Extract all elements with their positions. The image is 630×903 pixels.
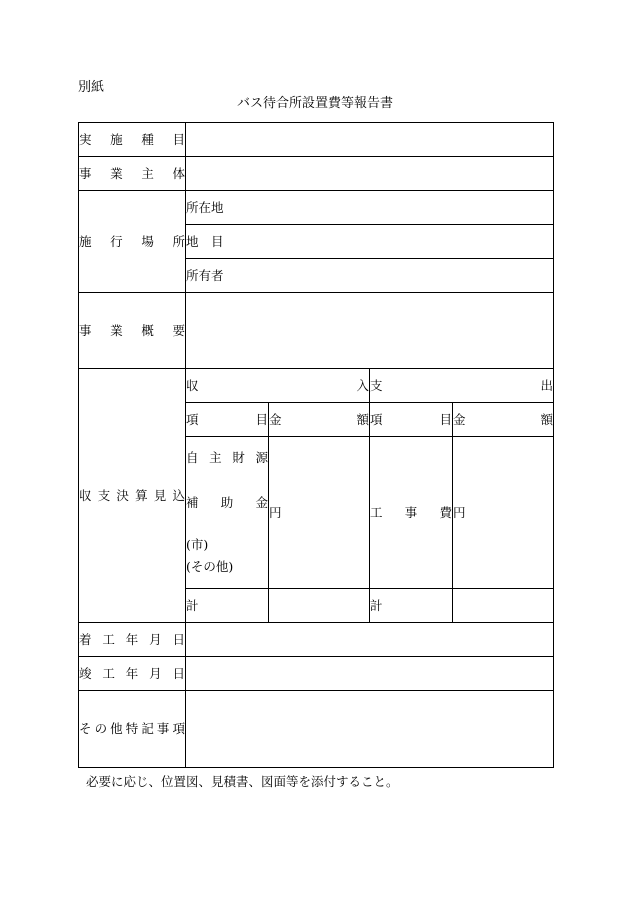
income-total-label: 計 — [186, 589, 269, 623]
row-project-owner — [79, 157, 554, 191]
label-char: 竣 — [79, 665, 92, 681]
start-date-value — [186, 623, 554, 657]
label-char: 項 — [172, 721, 185, 736]
label-char: 施 — [110, 131, 123, 147]
project-owner-label-text — [79, 165, 185, 183]
label-char: 業 — [110, 322, 123, 338]
project-summary-label-text — [79, 322, 185, 340]
row-project-summary — [79, 293, 554, 369]
project-summary-value — [186, 293, 554, 369]
row-completion-date — [79, 657, 554, 691]
income-amount-cell — [269, 437, 370, 589]
site-owner-field: 所有者 — [186, 259, 554, 293]
expense-amount-header — [453, 403, 554, 437]
label-char: 日 — [172, 631, 185, 647]
label-char: 他 — [110, 721, 123, 736]
label-char: 目 — [439, 411, 452, 427]
income-yen-unit: 円 — [269, 504, 282, 520]
label-char: 要 — [172, 322, 185, 338]
label-char: 着 — [79, 631, 92, 647]
label-char: 目 — [255, 411, 268, 427]
expense-item-construction — [370, 503, 452, 523]
label-char: 自 — [186, 450, 199, 465]
project-owner-label — [79, 157, 186, 191]
site-location-field: 所在地 — [186, 191, 554, 225]
completion-date-label — [79, 657, 186, 691]
label-char: 見 — [153, 487, 167, 503]
label-char: 金 — [255, 495, 268, 510]
income-items-cell — [186, 437, 269, 589]
label-char: 月 — [149, 665, 162, 681]
label-char: 記 — [141, 721, 154, 736]
label-char: 支 — [97, 487, 111, 503]
label-char: 行 — [110, 233, 123, 249]
label-char: そ — [79, 721, 92, 736]
budget-label-text — [79, 487, 185, 505]
label-char: 年 — [125, 631, 139, 647]
other-notes-value — [186, 691, 554, 768]
row-budget-headers — [79, 369, 554, 403]
income-item-city: (市) — [186, 537, 209, 552]
label-char: 込 — [172, 487, 185, 503]
label-char: 目 — [172, 131, 185, 147]
label-char: 収 — [79, 487, 92, 503]
other-notes-label-text — [79, 720, 185, 738]
label-char: 金 — [269, 411, 282, 427]
attachment-instruction-note: 必要に応じ、位置図、見積書、図面等を添付すること。 — [86, 774, 399, 789]
income-item-other: (その他) — [186, 559, 234, 574]
label-char: 補 — [186, 495, 199, 510]
label-char: 主 — [209, 450, 222, 465]
label-char: 主 — [141, 165, 154, 181]
label-char: 額 — [540, 411, 553, 427]
site-label — [79, 191, 186, 293]
label-char: 事 — [404, 504, 418, 520]
expense-header-text — [370, 377, 553, 395]
other-notes-label — [79, 691, 186, 768]
label-char: 支 — [370, 377, 383, 393]
label-char: 額 — [356, 411, 369, 427]
label-char: 決 — [116, 487, 129, 503]
income-item-header-text — [186, 411, 268, 429]
row-site-location — [79, 191, 554, 225]
label-char: 項 — [186, 411, 199, 427]
label-char: 月 — [149, 631, 162, 647]
label-char: 施 — [79, 233, 92, 249]
label-char: 事 — [156, 721, 170, 736]
project-type-value — [186, 123, 554, 157]
label-char: 業 — [110, 165, 123, 181]
attachment-label: 別紙 — [78, 80, 105, 95]
expense-amount-header-text — [453, 411, 553, 429]
income-item-subsidy — [186, 493, 268, 513]
label-char: 年 — [125, 665, 139, 681]
project-type-label-text — [79, 131, 185, 149]
project-summary-label — [79, 293, 186, 369]
income-item-header — [186, 403, 269, 437]
label-char: 費 — [439, 504, 452, 520]
completion-date-label-text — [79, 665, 185, 683]
expense-item-header-text — [370, 411, 452, 429]
start-date-label — [79, 623, 186, 657]
label-char: 概 — [141, 322, 154, 338]
label-char: 財 — [232, 450, 245, 465]
label-char: 金 — [453, 411, 466, 427]
income-amount-header-text — [269, 411, 369, 429]
project-type-label — [79, 123, 186, 157]
income-header — [186, 369, 370, 403]
row-start-date — [79, 623, 554, 657]
label-char: 体 — [172, 165, 185, 181]
budget-label — [79, 369, 186, 623]
completion-date-value — [186, 657, 554, 691]
label-char: 入 — [356, 377, 369, 393]
label-char: 算 — [135, 487, 148, 503]
project-owner-value — [186, 157, 554, 191]
expense-amount-cell — [453, 437, 554, 589]
report-form-table — [78, 122, 554, 768]
label-char: 工 — [370, 504, 383, 520]
income-total-value — [269, 589, 370, 623]
site-land-category-field: 地 目 — [186, 225, 554, 259]
label-char: 事 — [79, 165, 92, 181]
label-char: 事 — [79, 322, 92, 338]
label-char: 出 — [540, 377, 553, 393]
label-char: 所 — [172, 233, 185, 249]
row-project-type — [79, 123, 554, 157]
label-char: 工 — [102, 631, 115, 647]
expense-total-value — [453, 589, 554, 623]
expense-total-label: 計 — [370, 589, 453, 623]
label-char: 項 — [370, 411, 383, 427]
label-char: 収 — [186, 377, 199, 393]
expense-header — [370, 369, 554, 403]
income-header-text — [186, 377, 369, 395]
label-char: 実 — [79, 131, 92, 147]
income-amount-header — [269, 403, 370, 437]
expense-yen-unit: 円 — [453, 504, 466, 520]
label-char: 工 — [102, 665, 115, 681]
label-char: 日 — [172, 665, 185, 681]
income-item-own-funds — [186, 448, 268, 468]
label-char: 助 — [220, 495, 234, 510]
label-char: の — [94, 721, 108, 736]
row-other-notes — [79, 691, 554, 768]
document-title: バス待合所設置費等報告書 — [236, 96, 393, 111]
label-char: 特 — [125, 721, 139, 736]
label-char: 源 — [255, 450, 268, 465]
expense-item-header — [370, 403, 453, 437]
label-char: 種 — [141, 131, 154, 147]
expense-items-cell — [370, 437, 453, 589]
start-date-label-text — [79, 631, 185, 649]
label-char: 場 — [141, 233, 154, 249]
site-label-text — [79, 233, 185, 251]
